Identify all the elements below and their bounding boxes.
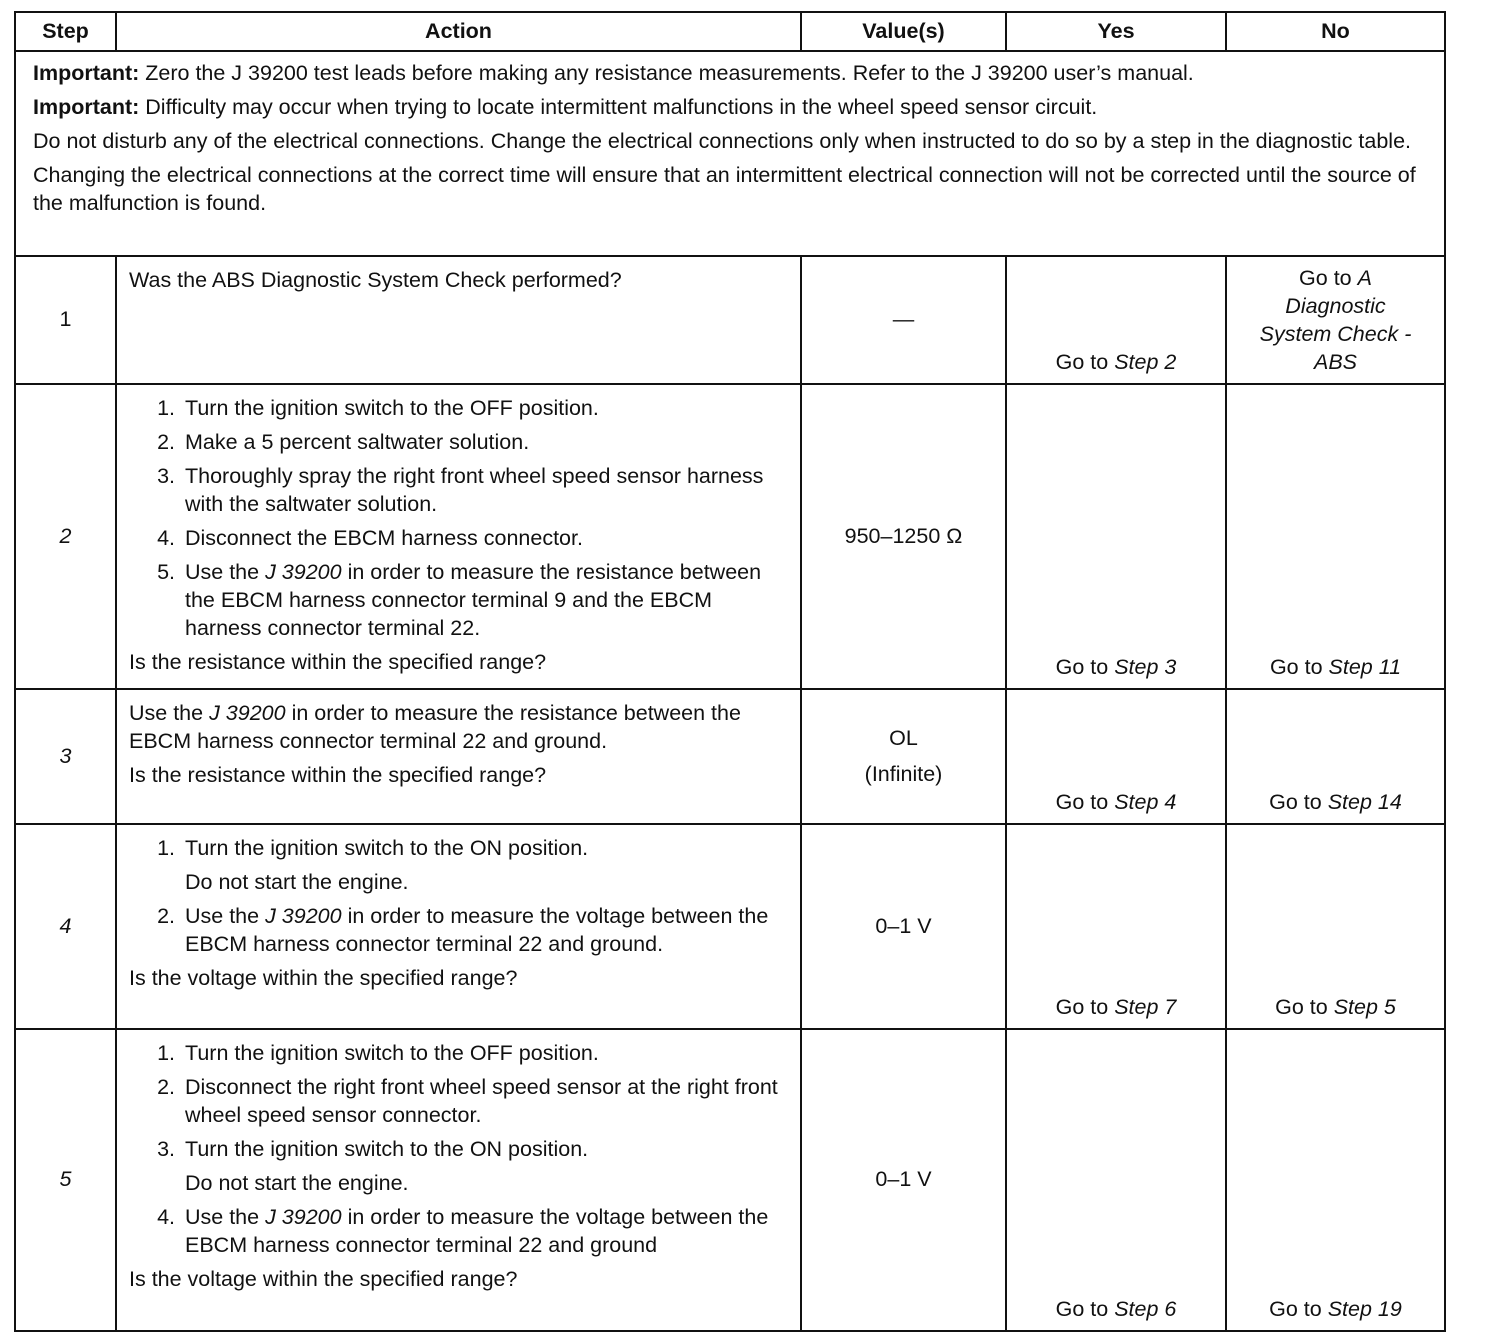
list-item [129,1136,790,1164]
no-link[interactable]: A Diagnostic System Check - ABS [1259,266,1412,375]
item-text-pre: Use the [185,559,266,584]
value-cell: 0–1 V [801,1029,1006,1331]
list-item [129,395,790,423]
note-important-2 [33,94,1432,122]
item-text: Turn the ignition switch to the OFF position. [185,1041,599,1065]
yes-link[interactable]: Step 4 [1114,790,1177,815]
item-text: Thoroughly spray the right front wheel speed sensor harness with the saltwater solution. [185,463,764,516]
action-text-pre: Use the [129,701,210,725]
item-text-post: in order to measure the voltage between the EBCM harness connector terminal 22 and ground [185,1204,769,1257]
action-question: Is the resistance within the specified range? [129,762,547,787]
action-text-post: in order to measure the resistance between the EBCM harness connector terminal 22 and ground. [129,701,741,753]
item-number: 3. [157,1136,175,1161]
item-subnote: Do not start the engine. [185,1170,409,1195]
item-text-post: in order to measure the resistance between the EBCM harness connector terminal 9 and the EBCM harness connector terminal 22. [185,559,762,640]
value-cell: 950–1250 Ω [801,384,1006,689]
notes-cell [15,51,1445,256]
no-link[interactable]: Step 5 [1333,995,1396,1020]
no-cell [1226,384,1445,689]
note-label: Important: [33,61,140,85]
item-text: Disconnect the right front wheel speed sensor at the right front wheel speed sensor connector. [185,1074,778,1127]
note-text: Do not disturb any of the electrical connections. Change the electrical connections only when instructed to do so by a step in the diagnostic table. [33,128,1412,153]
yes-link[interactable]: Step 7 [1114,995,1177,1020]
list-item [129,903,790,959]
yes-cell [1006,824,1226,1029]
tool-name: J 39200 [265,1204,342,1229]
step-number: 1 [15,256,116,384]
go-to-label: Go to [1269,655,1329,680]
note-text: Zero the J 39200 test leads before making any resistance measurements. Refer to the J 39200 user’s manual. [139,61,1194,85]
list-item [129,835,790,863]
table-row [15,256,1445,384]
list-item [129,463,790,519]
step-number: 4 [15,824,116,1029]
table-row [15,384,1445,689]
item-text [185,559,790,643]
header-row [15,12,1445,51]
list-item [129,1074,790,1130]
go-to-label: Go to [1269,1297,1328,1322]
item-number: 2. [157,429,175,454]
header-yes: Yes [1006,12,1226,51]
value-cell: 0–1 V [801,824,1006,1029]
tool-name: J 39200 [265,903,342,928]
yes-link[interactable]: Step 3 [1114,655,1177,680]
header-step: Step [15,12,116,51]
item-number: 3. [157,463,175,488]
notes-row [15,51,1445,256]
header-action: Action [116,12,801,51]
yes-link[interactable]: Step 6 [1114,1297,1177,1322]
item-text: Turn the ignition switch to the ON position. [185,836,589,860]
step-number: 2 [15,384,116,689]
no-link[interactable]: Step 19 [1327,1297,1402,1322]
item-number: 2. [157,1074,175,1099]
list-item [129,1040,790,1068]
action-text [129,700,790,756]
go-to-label: Go to [1275,995,1334,1020]
header-no: No [1226,12,1445,51]
list-item [129,429,790,457]
note-disturb [33,128,1432,156]
table-row [15,689,1445,824]
yes-cell [1006,384,1226,689]
no-cell [1226,824,1445,1029]
go-to-label: Go to [1055,1297,1115,1322]
no-cell [1226,256,1445,384]
item-number: 2. [157,903,175,928]
go-to-label: Go to [1269,790,1328,815]
item-number: 1. [157,836,175,860]
item-text [185,1204,790,1260]
step-number: 3 [15,689,116,824]
yes-cell [1006,1029,1226,1331]
item-number: 5. [157,559,175,584]
action-cell [116,1029,801,1331]
yes-link[interactable]: Step 2 [1114,350,1177,375]
note-important-1 [33,60,1432,88]
tool-name: J 39200 [265,559,342,584]
yes-cell [1006,256,1226,384]
action-cell [116,384,801,689]
item-number: 1. [157,396,175,420]
item-subnote: Do not start the engine. [185,869,409,894]
note-text: Difficulty may occur when trying to locate intermittent malfunctions in the wheel speed sensor circuit. [139,94,1098,119]
action-question: Is the resistance within the specified range? [129,649,547,674]
go-to-label: Go to [1299,266,1358,291]
item-text [185,903,790,959]
go-to-label: Go to [1055,790,1115,815]
action-cell [116,689,801,824]
item-number: 4. [157,1204,175,1229]
go-to-label: Go to [1055,995,1115,1020]
action-list [129,1040,790,1260]
item-text: Turn the ignition switch to the ON position. [185,1136,589,1161]
item-text-pre: Use the [185,1204,266,1229]
item-text: Turn the ignition switch to the OFF position. [185,396,599,420]
item-number: 1. [157,1041,175,1065]
note-label: Important: [33,94,140,119]
action-cell [116,824,801,1029]
no-cell [1226,689,1445,824]
action-question: Was the ABS Diagnostic System Check performed? [129,268,622,292]
note-changing [33,162,1432,218]
tool-name: J 39200 [209,701,286,725]
no-link[interactable]: Step 11 [1328,655,1402,680]
value-cell: — [801,256,1006,384]
diagnostic-table [14,11,1446,1332]
step-number: 5 [15,1029,116,1331]
note-text: Changing the electrical connections at the correct time will ensure that an intermittent electrical connection will not be corrected until the source of the malfunction is found. [33,162,1416,215]
header-values: Value(s) [801,12,1006,51]
value-cell [801,689,1006,824]
yes-cell [1006,689,1226,824]
action-list [129,395,790,643]
no-link[interactable]: Step 14 [1327,790,1402,815]
item-text-pre: Use the [185,903,266,928]
table-row [15,1029,1445,1331]
go-to-label: Go to [1055,655,1115,680]
action-question: Is the voltage within the specified range? [129,965,518,990]
value-secondary: (Infinite) [864,761,943,786]
go-to-label: Go to [1055,350,1115,375]
item-text: Make a 5 percent saltwater solution. [185,429,530,454]
action-list [129,835,790,959]
list-item [129,1204,790,1260]
table-row [15,824,1445,1029]
list-item [129,525,790,553]
value-primary: OL [889,725,918,750]
no-cell [1226,1029,1445,1331]
action-question: Is the voltage within the specified range? [129,1266,518,1291]
action-cell [116,256,801,384]
item-text-post: in order to measure the voltage between the EBCM harness connector terminal 22 and ground. [185,903,769,956]
item-text: Disconnect the EBCM harness connector. [185,525,583,550]
list-item [129,559,790,643]
item-number: 4. [157,525,175,550]
